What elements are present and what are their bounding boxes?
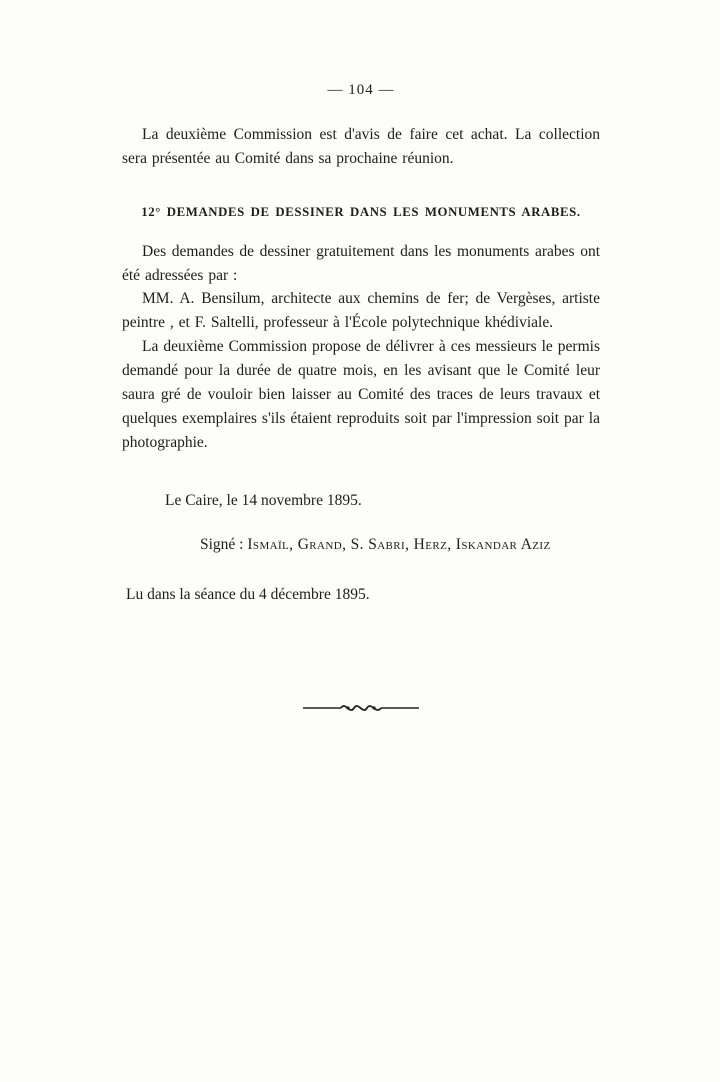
signature-line xyxy=(122,536,600,554)
signature-label: Signé : xyxy=(200,536,244,554)
signature-names: Ismaïl, Grand, S. Sabri, Herz, Iskandar Aziz xyxy=(247,536,551,554)
paragraph-intro: La deuxième Commission est d'avis de faire cet achat. La collection sera présentée au Comité dans sa prochaine réunion. xyxy=(122,126,600,167)
seance-note: Lu dans la séance du 4 décembre 1895. xyxy=(126,586,370,604)
tailpiece-ornament-icon xyxy=(296,700,426,716)
paragraph-demandes: Des demandes de dessiner gratuitement dans les monuments arabes ont été adressées par : xyxy=(122,242,600,284)
section-heading: 12° DEMANDES DE DESSINER DANS LES MONUMENTS ARABES. xyxy=(141,204,581,219)
dateline: Le Caire, le 14 novembre 1895. xyxy=(165,492,362,510)
paragraph-mm-list: MM. A. Bensilum, architecte aux chemins de fer; de Vergèses, artiste peintre , et F. Saltelli, professeur à l'École polytechnique khédiviale. xyxy=(122,290,600,332)
paragraph-commission-proposal: La deuxième Commission propose de délivrer à ces messieurs le permis demandé pour la durée de quatre mois, en les avisant que le Comité leur saura gré de vouloir bien laisser au Comité des traces de leurs travaux et quelques exemplaires s'ils étaient reproduits soit par l'impression soit par la photographie. xyxy=(122,338,600,451)
page-number: — 104 — xyxy=(327,82,395,98)
